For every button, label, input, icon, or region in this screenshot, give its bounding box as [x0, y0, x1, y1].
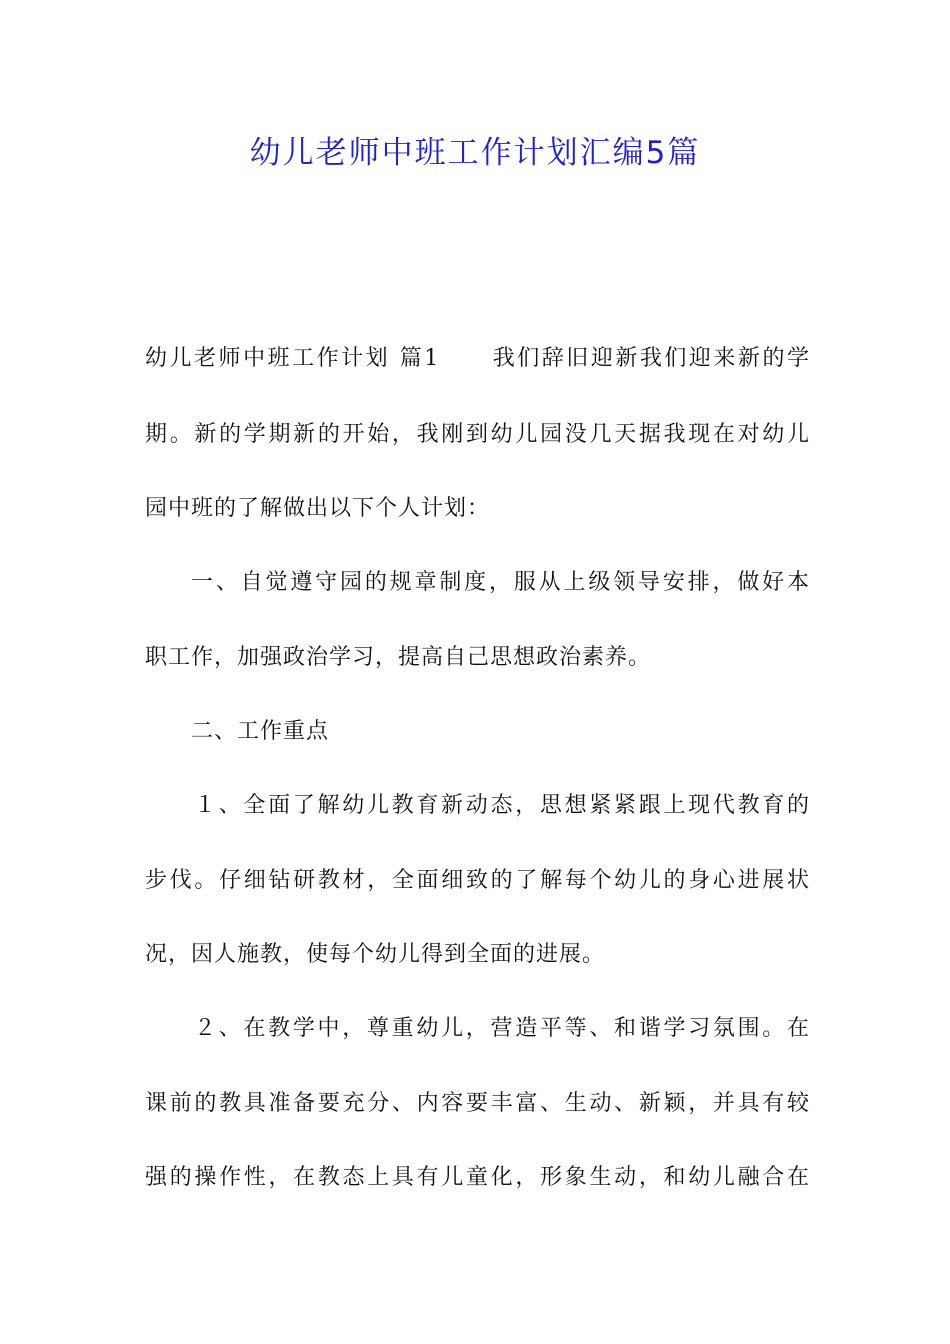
text-line-11: 课前的教具准备要充分、内容要丰富、生动、新颖，并具有较	[145, 1091, 810, 1116]
text-line-12: 强的操作性，在教态上具有儿童化，形象生动，和幼儿融合在	[145, 1165, 810, 1190]
paragraph-text: 我们辞旧迎新我们迎来新的学	[491, 346, 810, 371]
document-title: 幼儿老师中班工作计划汇编5篇	[249, 135, 701, 171]
text-line-3: 园中班的了解做出以下个人计划：	[145, 496, 491, 521]
text-line-7: １、全面了解幼儿教育新动态，思想紧紧跟上现代教育的	[194, 793, 810, 818]
text-line-8: 步伐。仔细钻研教材，全面细致的了解每个幼儿的身心进展状	[145, 868, 810, 893]
text-line-1	[145, 344, 810, 374]
text-line-2: 期。新的学期新的开始，我刚到幼儿园没几天据我现在对幼儿	[145, 422, 810, 447]
text-line-5: 职工作，加强政治学习，提高自己思想政治素养。	[145, 645, 652, 670]
text-line-6: 二、工作重点	[191, 719, 330, 744]
text-line-10: ２、在教学中，尊重幼儿，营造平等、和谐学习氛围。在	[194, 1016, 810, 1041]
text-line-4: 一、自觉遵守园的规章制度，服从上级领导安排，做好本	[191, 570, 810, 595]
text-line-9: 况，因人施教，使每个幼儿得到全面的进展。	[145, 942, 606, 967]
section-heading: 幼儿老师中班工作计划 篇1	[145, 346, 440, 371]
